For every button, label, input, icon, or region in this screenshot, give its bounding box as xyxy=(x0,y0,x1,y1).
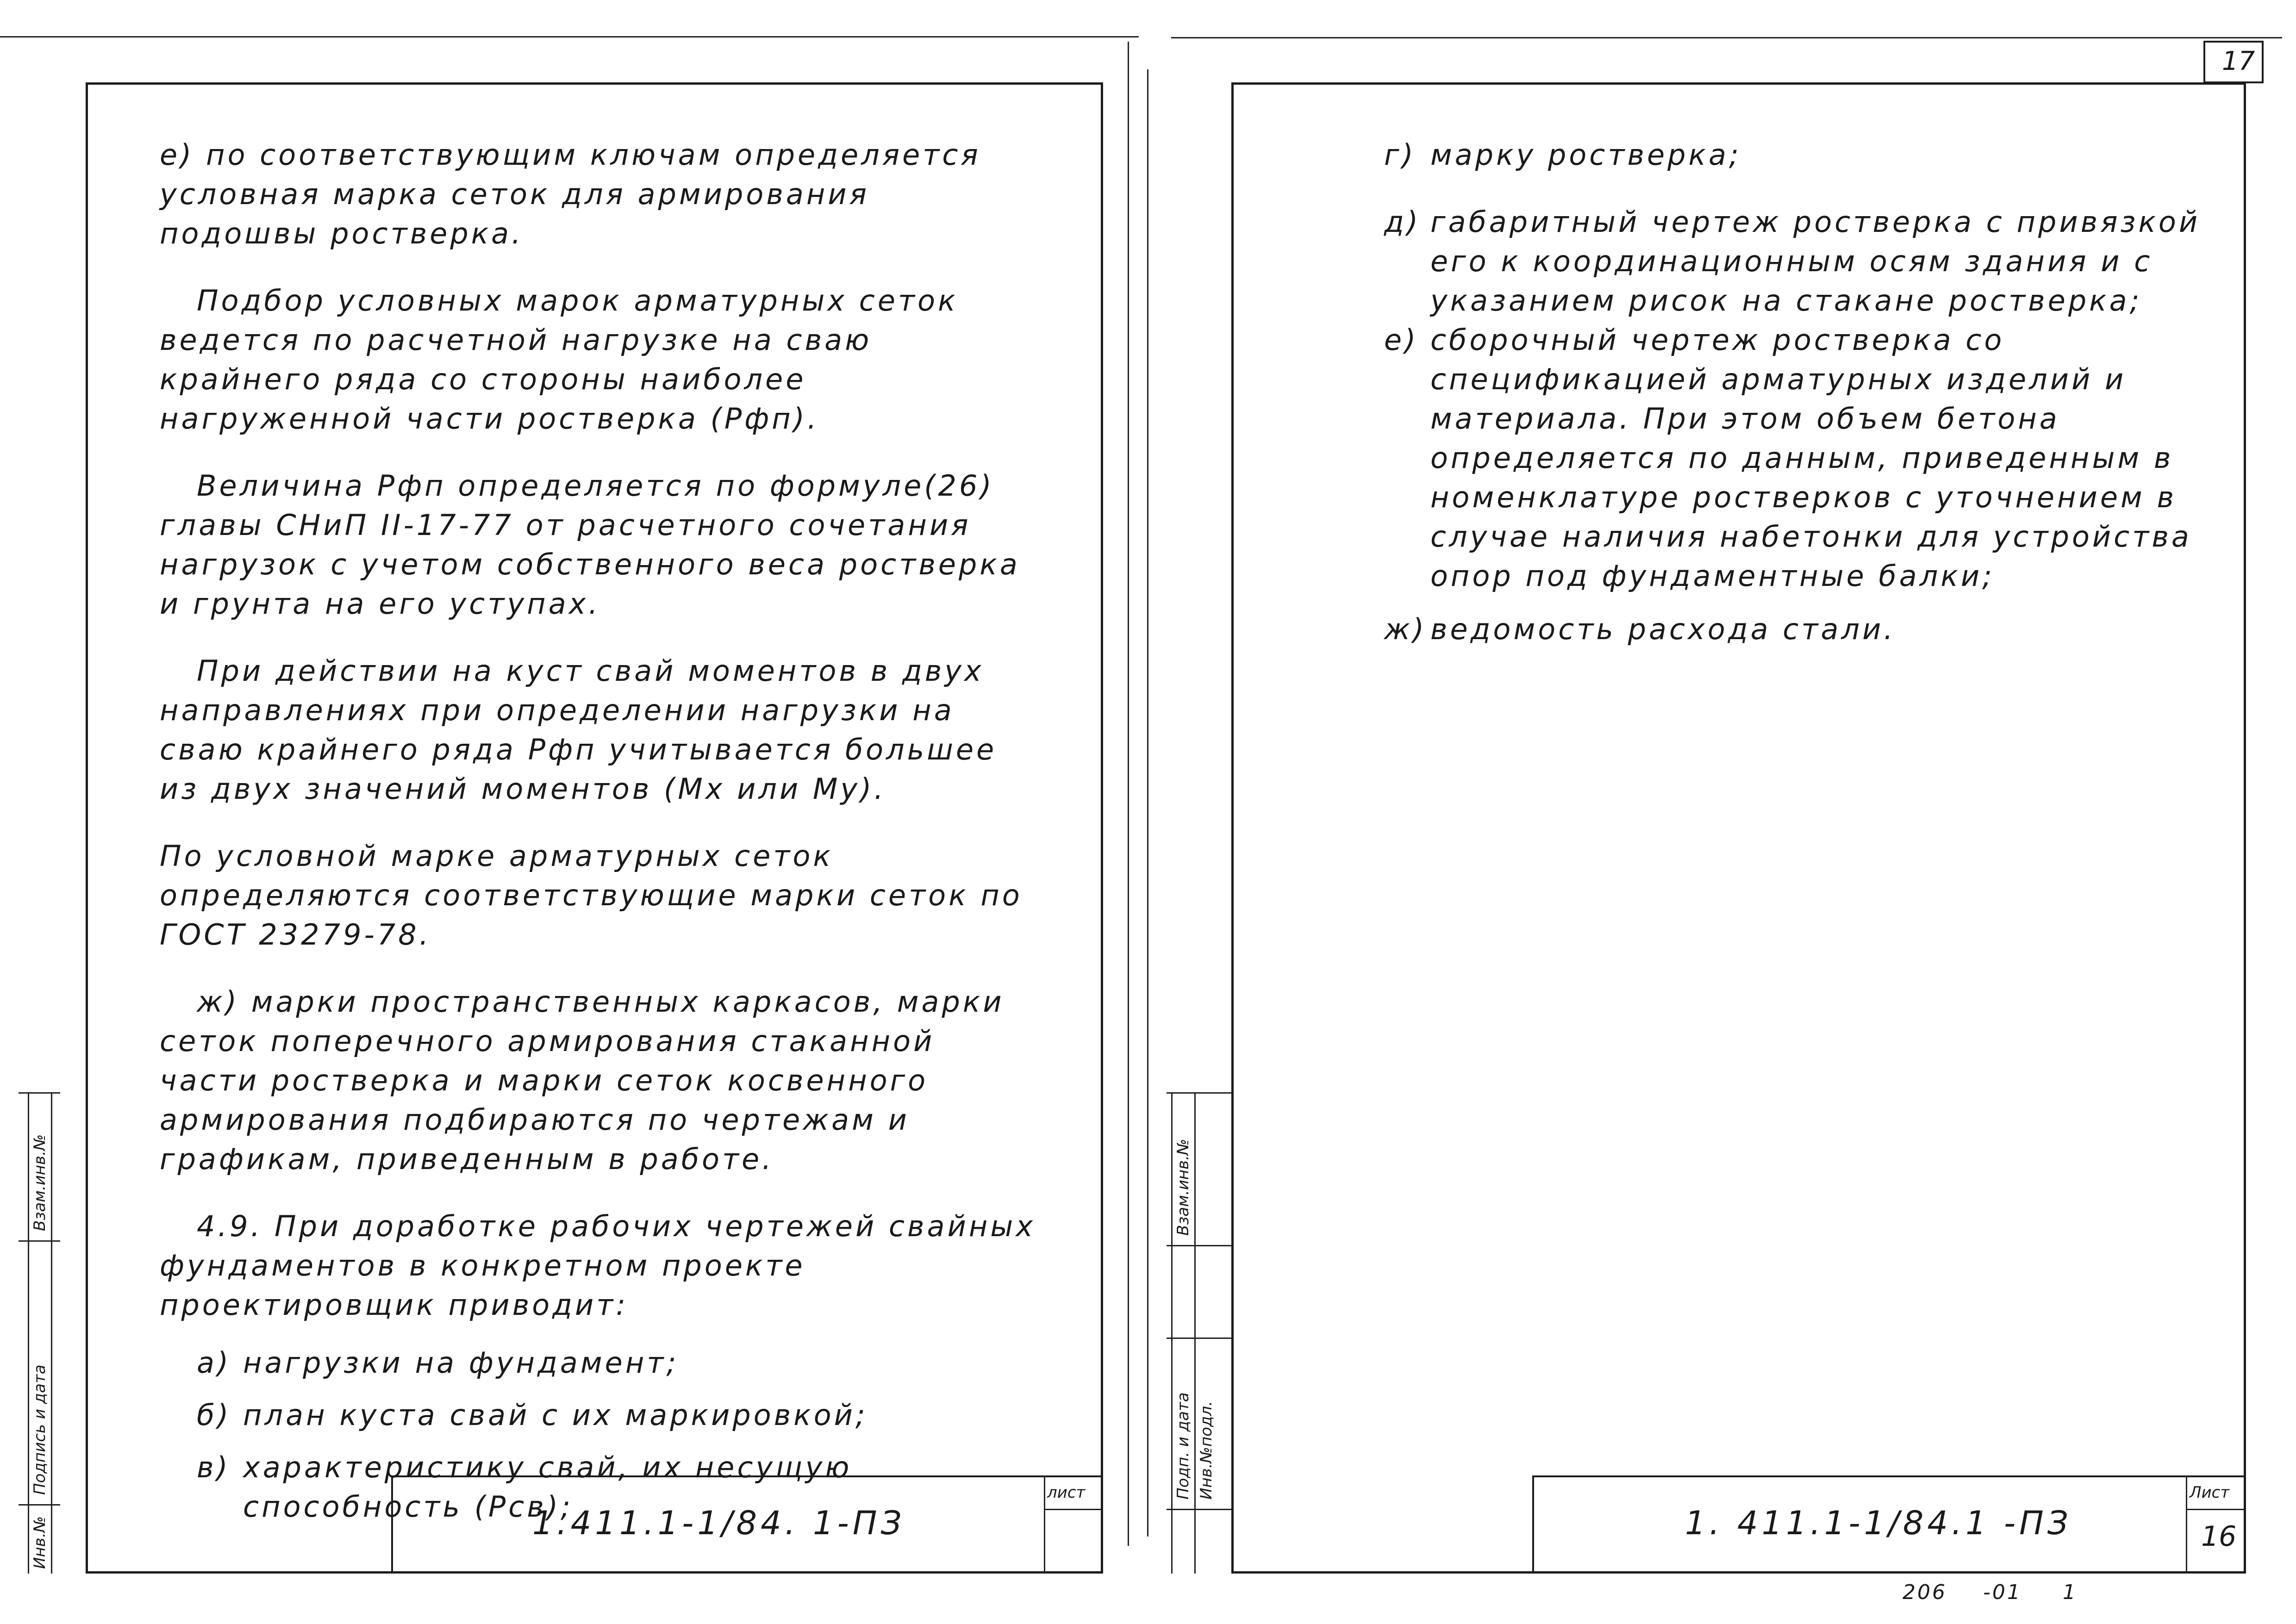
right-title-block-sheet-line xyxy=(2186,1509,2246,1510)
top-border-right xyxy=(1171,37,2282,38)
right-strip-tick xyxy=(1167,1245,1231,1246)
list-text: сборочный чертеж ростверка со спецификацией арматурных изделий и материала. При этом объем бетона определяется по данным, приведенным в номенклатуре ростверков с уточнением в случае наличия набетонки для устройства опор под фундаментные балки; xyxy=(1430,323,2192,593)
left-title-block-sheet-line xyxy=(1044,1509,1103,1510)
left-strip-tick xyxy=(19,1092,60,1094)
left-strip-line-2 xyxy=(51,1092,52,1574)
left-list-item-a xyxy=(197,1343,1039,1382)
left-paragraph-4: При действии на куст свай моментов в двух направлениях при определении нагрузки на сваю крайнего ряда Рфп учитывается большее из двух значений моментов (Мх или Му). xyxy=(160,654,997,806)
right-sheet-label: Лист xyxy=(2190,1483,2230,1502)
list-text: план куста свай с их маркировкой; xyxy=(243,1398,868,1432)
left-strip-line xyxy=(28,1092,29,1574)
list-text: габаритный чертеж ростверка с привязкой его к координационным осям здания и с указанием рисок на стакане ростверка; xyxy=(1430,205,2201,317)
list-text: марку ростверка; xyxy=(1430,138,1741,172)
right-strip-tick xyxy=(1167,1509,1231,1510)
right-strip-label-3: Инв.№подл. xyxy=(1197,1401,1216,1500)
left-paragraph-7: 4.9. При доработке рабочих чертежей свайных фундаментов в конкретном проекте проектировщик приводит: xyxy=(160,1209,1036,1322)
top-border-left xyxy=(0,36,1139,37)
list-mark: в) xyxy=(197,1450,231,1484)
left-page-body xyxy=(160,135,1039,1539)
list-mark: е) xyxy=(1384,323,1419,357)
left-strip-label-3: Инв.№ xyxy=(31,1516,49,1569)
left-paragraph-1: е) по соответствующим ключам определяется условная марка сеток для армирования подошвы ростверка. xyxy=(160,138,981,250)
right-strip-line xyxy=(1171,1092,1173,1574)
list-text: ведомость расхода стали. xyxy=(1430,612,1896,646)
left-paragraph-6: ж) марки пространственных каркасов, марки сеток поперечного армирования стаканной части ростверка и марки сеток косвенного армирования подбираются по чертежам и графикам, приведенным в работе. xyxy=(160,985,1004,1176)
left-strip-tick xyxy=(19,1240,60,1242)
right-page-body xyxy=(1384,135,2208,662)
right-strip-tick xyxy=(1167,1338,1231,1339)
right-strip-tick xyxy=(1167,1092,1231,1094)
right-drawing-code: 1. 411.1-1/84.1 -ПЗ xyxy=(1685,1504,2072,1542)
right-strip-label-1: Взам.инв.№ xyxy=(1174,1139,1192,1236)
footer-number-suffix: -01 xyxy=(1983,1580,2022,1604)
footer-number xyxy=(1903,1580,2078,1604)
list-text: характеристику свай, их несущую способность (Рсв); xyxy=(243,1450,852,1524)
right-title-block-divider xyxy=(2186,1475,2187,1574)
footer-number-digit: 1 xyxy=(2062,1580,2078,1604)
center-fold-line xyxy=(1128,42,1129,1546)
right-list-item-d xyxy=(1384,202,2208,320)
right-corner-number: 17 xyxy=(2222,46,2255,76)
right-strip-label-2: Подп. и дата xyxy=(1174,1392,1192,1500)
list-mark: д) xyxy=(1384,205,1421,239)
left-strip-label-1: Взам.инв.№ xyxy=(31,1134,49,1231)
left-paragraph-5: По условной марке арматурных сеток определяются соответствующие марки сеток по ГОСТ 23279-78. xyxy=(160,839,1023,952)
left-sheet-label: лист xyxy=(1047,1483,1086,1502)
right-list-item-g xyxy=(1384,135,2208,174)
left-title-block-divider xyxy=(1044,1475,1045,1574)
list-mark: а) xyxy=(197,1346,231,1380)
list-mark: г) xyxy=(1384,138,1416,172)
left-drawing-code: 1.411.1-1/84. 1-ПЗ xyxy=(532,1504,905,1542)
center-fold-line-2 xyxy=(1147,69,1148,1537)
left-paragraph-2: Подбор условных марок арматурных сеток ведется по расчетной нагрузке на сваю крайнего ряда со стороны наиболее нагруженной части ростверка (Рфп). xyxy=(160,284,958,436)
list-mark: б) xyxy=(197,1398,231,1432)
right-list-item-zh xyxy=(1384,610,2208,649)
left-strip-tick xyxy=(19,1504,60,1506)
left-list-item-b xyxy=(197,1395,1039,1435)
left-strip-label-2: Подпись и дата xyxy=(31,1364,49,1495)
right-list-item-e xyxy=(1384,320,2208,596)
list-text: нагрузки на фундамент; xyxy=(243,1346,679,1380)
footer-number-main: 206 xyxy=(1903,1580,1947,1604)
left-paragraph-3: Величина Рфп определяется по формуле(26) главы СНиП II-17-77 от расчетного сочетания нагрузок с учетом собственного веса ростверка и грунта на его уступах. xyxy=(160,469,1020,621)
right-sheet-number: 16 xyxy=(2201,1520,2237,1553)
list-mark: ж) xyxy=(1384,612,1427,646)
right-strip-line-2 xyxy=(1194,1092,1196,1574)
